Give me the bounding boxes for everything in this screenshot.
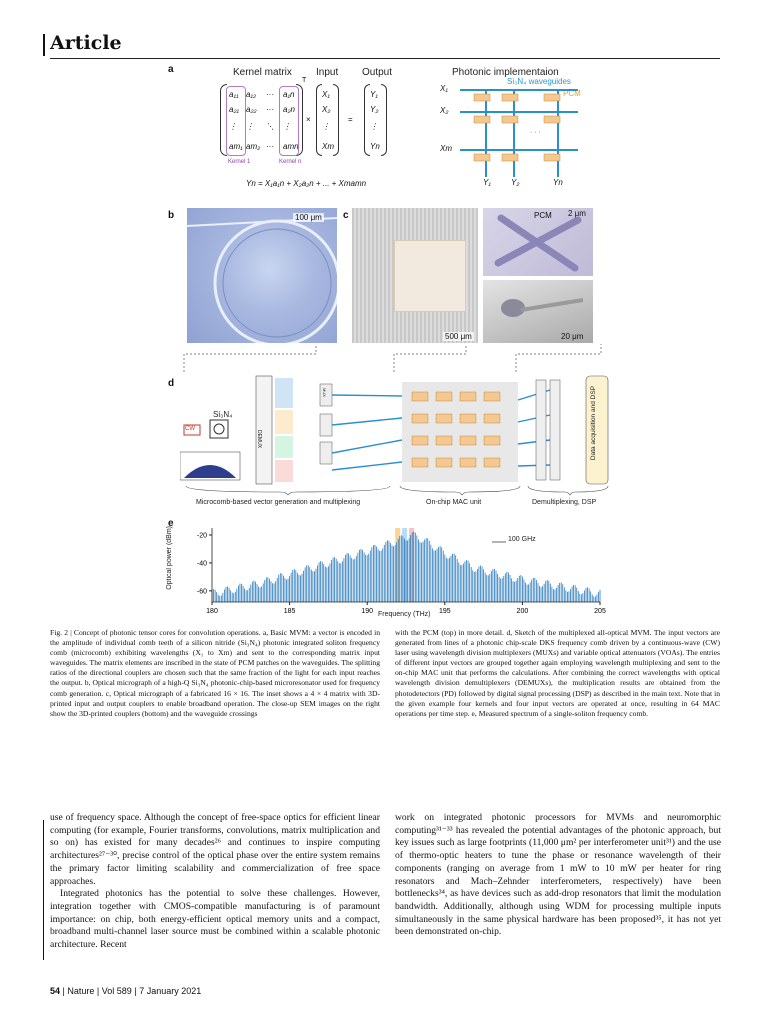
highlight-band (395, 528, 400, 602)
microresonator-micrograph (187, 208, 337, 343)
output-cell: Y₂ (370, 105, 379, 114)
output-cell: Yn (370, 142, 380, 151)
output-cell: ⋮ (370, 122, 378, 131)
x-tick-label: 185 (283, 608, 296, 615)
header-rule (43, 34, 45, 56)
matrix-cell: am₁ (229, 142, 243, 151)
output-right-bracket (381, 84, 387, 156)
kernel-1-label: Kernel 1 (228, 159, 251, 165)
matrix-cell: am₂ (246, 142, 261, 151)
volume: Vol 589 (101, 986, 132, 996)
footer-sep-3: | (134, 986, 137, 996)
footer-sep-2: | (96, 986, 100, 996)
input-cell: X₂ (322, 105, 331, 114)
y-tick-label: -40 (196, 560, 207, 568)
footer-sep-1: | (62, 986, 65, 996)
output-cell: Y₁ (370, 90, 378, 99)
body-col2 (395, 812, 721, 939)
kernel-1-outline (226, 86, 246, 156)
photonic-output-label: Y₂ (511, 178, 520, 187)
stage-1-caption: Microcomb-based vector generation and multiplexing (196, 499, 361, 506)
panel-e-letter: e (168, 518, 174, 529)
scale-bar-c-main: 500 μm (445, 332, 472, 341)
chart-xlabel: Frequency (THz) (378, 611, 431, 618)
highlight-band (409, 528, 414, 602)
cw-label: CW (185, 426, 195, 432)
scale-bar-c-bottom: 20 μm (561, 332, 584, 341)
photonic-heading: Photonic implementaion (452, 67, 559, 78)
matrix-cell: a₂n (283, 105, 295, 114)
matrix-cell: a₁₁ (229, 90, 239, 99)
stage-3-caption: Demultiplexing, DSP (532, 499, 597, 506)
scale-bar-b: 100 μm (295, 213, 322, 222)
equals-sign: = (348, 115, 353, 124)
soliton-spectrum-chart (166, 522, 610, 622)
panel-d-letter: d (168, 378, 175, 389)
scale-bar-c-top: 2 μm (568, 209, 586, 218)
pcm-label: PCM (563, 89, 581, 98)
stage-2-caption: On-chip MAC unit (426, 499, 482, 506)
page-title: Article (50, 32, 122, 54)
input-cell: ⋮ (322, 122, 330, 131)
transpose-mark: T (302, 77, 307, 84)
caption-col1-text: Fig. 2 | Concept of photonic tensor cores for convolution operations. a, Basic MVM: a vector is encoded in the amplitude of individual comb teeth of a silicon nitride (Si₃N₄) photonic integrated soliton frequency comb (microcomb) exhibiting wavelengths (X₁ to Xm) and sent to the corresponding matrix input waveguides. The matrix elements are inscribed in the state of PCM patches on the waveguides. The splitting ratios of the directional couplers are chosen such that the same fraction of the light for each input reaches the output. b, Optical micrograph of a high-Q Si₃N₄ photonic-chip-based microresonator used for frequency comb generation. c, Optical micrograph of a fabricated 16 × 16. The inset shows a 4 × 4 matrix with 3D-printed input and output couplers to enable broadband operation. The close-up SEM images on the right show the 3D-printed couplers (bottom) and the waveguide crossings (50, 628, 380, 718)
x-tick-label: 205 (594, 608, 606, 615)
matrix-cell: a₂₂ (246, 105, 257, 114)
matrix-cell: a₁n (283, 90, 295, 99)
x-tick-label: 180 (206, 608, 218, 615)
photonic-grid-diagram (438, 82, 588, 192)
header-divider (50, 58, 720, 59)
matrix-cell: ⋮ (283, 122, 291, 131)
page-number: 54 (50, 986, 61, 996)
input-heading: Input (316, 67, 339, 78)
matrix-cell: ··· (266, 142, 274, 151)
caption-col2-text: with the PCM (top) in more detail. d, Sketch of the multiplexed all-optical MVM. The input vectors are generated from lines of a photonic chip-scale DKS frequency comb driven by a continuous-wave (CW) laser using wavelength division multiplexers (MUXs) and variable optical attenuators (VOAs). The entries of different input vectors are grouped together again employing wavelength multiplexing and sent to the on-chip MAC unit that performs the calculations. After combining the correct wavelengths with optical wavelength division demultiplexers (DEMUXs), the multiplication results are obtained from the photodetectors (PD) followed by digital signal processing (DSP) as described in the main text. Note that in the given example four kernels and four input vectors are operated at once, resulting in 64 MAC operations per time step. e, Measured spectrum of a single-soliton frequency comb. (395, 628, 720, 718)
kernel-n-label: Kernel n (279, 159, 302, 165)
matrix-cell: ··· (266, 90, 274, 99)
matrix-cell: a₁₂ (246, 90, 257, 99)
y-tick-label: -60 (196, 588, 207, 596)
photonic-input-label: X₁ (440, 84, 448, 93)
output-equation: Yn = X₁a₁n + X₂a₂n + ... + Xmamn (246, 179, 367, 188)
matrix-cell: ⋱ (266, 122, 274, 131)
x-tick-label: 200 (516, 608, 529, 615)
journal-name: Nature (67, 986, 95, 996)
pcm-sem-label: PCM (534, 211, 552, 220)
kernel-matrix-heading: Kernel matrix (233, 67, 292, 78)
chip-micrograph (352, 208, 478, 343)
kernel-n-outline (279, 86, 299, 156)
photonic-input-label: X₂ (440, 106, 449, 115)
figure-caption-col1 (50, 628, 380, 719)
issue-date: 7 January 2021 (139, 986, 202, 996)
multiplexed-mvm-sketch (180, 370, 610, 510)
input-cell: Xm (322, 142, 334, 151)
body-col2-text: work on integrated photonic processors for MVMs and neuromorphic computing³¹⁻³³ has revealed the potential advantages of the photonic approach, but key issues such as large footprints (11,000 μm² per interferometer unit³¹) and the use of thermo-optic heaters to tune the phase or resonance wavelength of their components (ranging on average from 1 mW to 10 mW per heater for ring resonators and Mach–Zehnder interferometers, respectively) have been bottlenecks³⁴, as have devices such as add-drop resonators that limit the modulation bandwidth. Additionally, although using WDM for processing multiple inputs simultaneously in the same physical hardware has been proposed³⁵, it has not yet been demonstrated on-chip. (395, 812, 721, 938)
panel-c-letter: c (343, 210, 349, 221)
body-col1 (50, 812, 380, 952)
spacing-annotation: 100 GHz (508, 536, 536, 543)
multiply-sign: × (306, 115, 311, 124)
input-cell: X₁ (322, 90, 330, 99)
panel-a-letter: a (168, 64, 174, 75)
matrix-cell: ··· (266, 105, 274, 114)
page-footer (50, 986, 201, 996)
column-rule (43, 820, 44, 960)
demux-label: DEMUX (256, 430, 262, 449)
photonic-output-label: Y₁ (483, 178, 491, 187)
chart-ylabel: Optical power (dBm) (166, 526, 173, 590)
photonic-input-label: Xm (440, 144, 452, 153)
body-col1-p1: use of frequency space. Although the concept of free-space optics for efficient linear computing (for example, Fourier transforms, convolutions, matrix multiplication and so on) has existed for many decades²⁶ and continues to inspire computing architectures²⁷⁻³⁰, precise control of the optical phase over the entire system remains the primary factor limiting scalability and commercialization of free space approaches. (50, 812, 380, 887)
y-tick-label: -20 (196, 532, 207, 540)
daq-label: Data acquisition and DSP (590, 386, 597, 461)
figure-caption-col2 (395, 628, 720, 719)
matrix-cell: a₂₁ (229, 105, 240, 114)
output-heading: Output (362, 67, 393, 78)
si3n4-label: Si₃N₄ (213, 410, 233, 419)
body-col1-p2: Integrated photonics has the potential to solve these challenges. However, integration together with CMOS-compatible manufacturing is of paramount importance: on chip, both energy-efficient optical memory units and a compact, broadband multi-channel laser source must be combined within a scalable photonic architecture. Recent (50, 888, 380, 951)
photonic-output-label: Yn (553, 178, 563, 187)
matrix-cell: ⋮ (229, 122, 237, 131)
svg-text:· · ·: · · · (530, 129, 541, 136)
matrix-cell: ⋮ (246, 122, 254, 131)
x-tick-label: 195 (438, 608, 451, 615)
mux-label: MUX (322, 388, 327, 397)
matrix-cell: amn (283, 142, 299, 151)
x-tick-label: 190 (361, 608, 374, 615)
panel-b-letter: b (168, 210, 175, 221)
waveguide-label: Si₃N₄ waveguides (507, 77, 571, 86)
